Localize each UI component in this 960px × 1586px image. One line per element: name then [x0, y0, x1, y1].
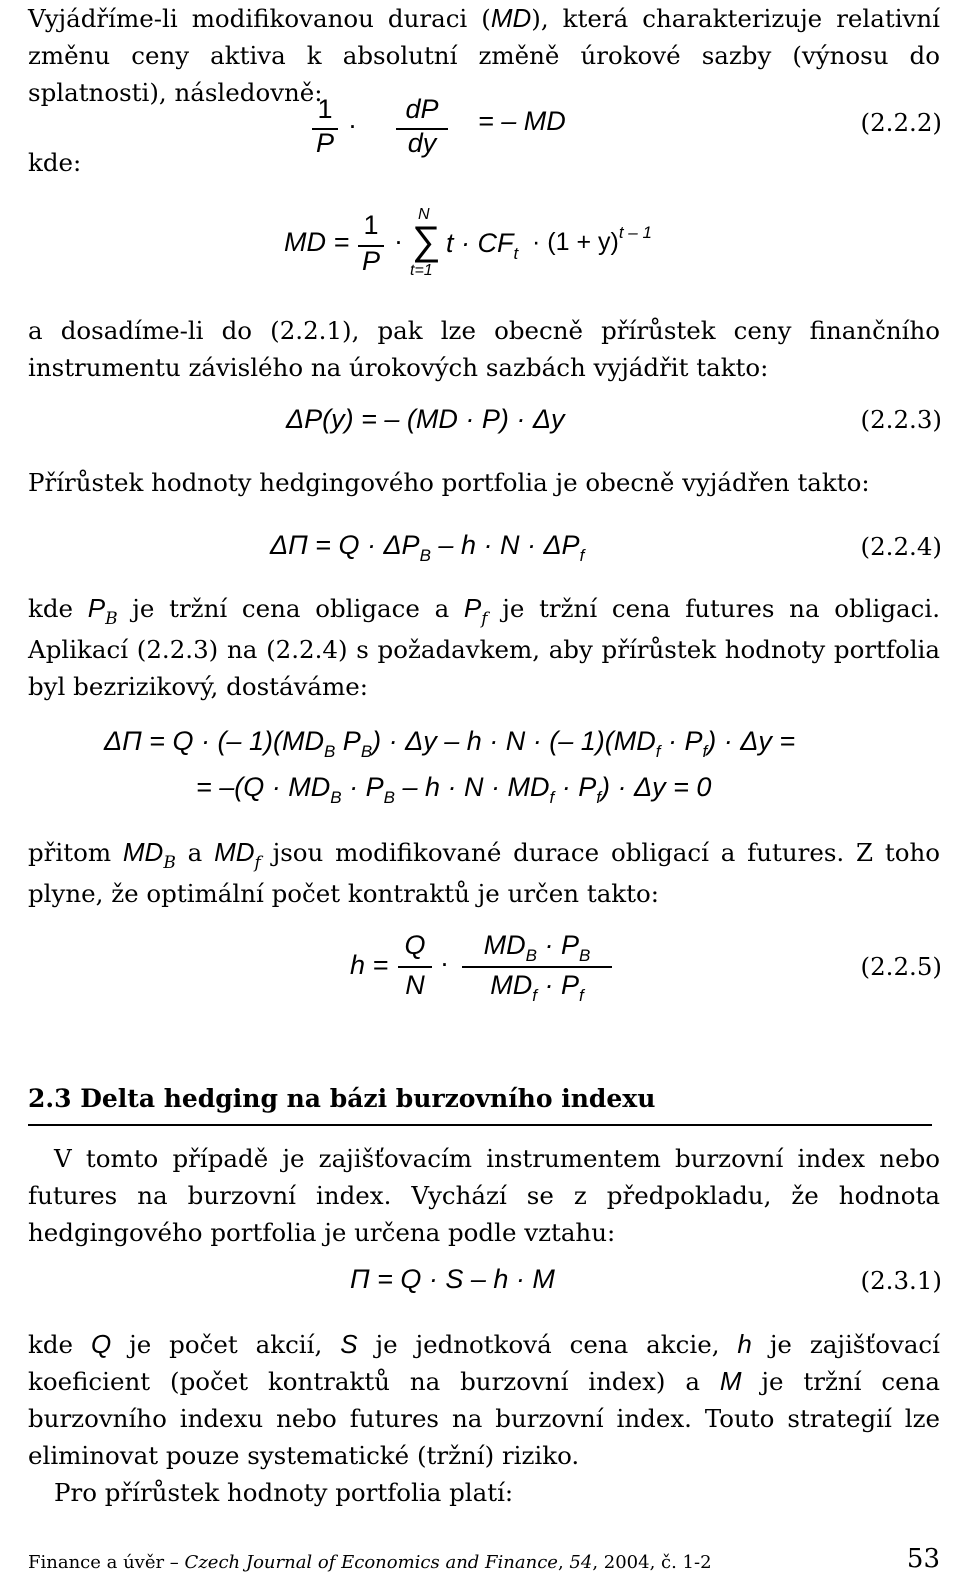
eqmd-sum-top: N [418, 206, 430, 223]
eqlong-l2-sub1: B [330, 788, 342, 807]
kde-label: kde: [28, 148, 82, 177]
eqlong-l1e: ) · Δy = [707, 726, 796, 756]
para7-h: h [737, 1329, 752, 1359]
equation-2-3-1 [350, 1264, 555, 1295]
paragraph-7 [28, 1326, 940, 1474]
eqlong-l1a: ΔΠ = Q · (– 1)(MD [104, 726, 324, 756]
intro-paragraph [28, 0, 940, 111]
para7-q: Q [90, 1329, 112, 1359]
eq224-b-sub: f [579, 546, 585, 565]
eq225-lhs: h = [350, 950, 389, 980]
para5-t1: přitom [28, 838, 123, 867]
eqmd-lhs: MD = [284, 227, 350, 257]
eq223-expr: ΔP(y) = – (MD · P) · Δy [286, 404, 565, 434]
eq222-den1: P [315, 128, 334, 158]
eq225-num-sub1: B [525, 946, 537, 965]
eqmd-term: t · CF [446, 228, 514, 258]
para4-f: f [481, 609, 488, 629]
para7-t5: je tržní cena burzovního indexu nebo futures na burzovní index. Touto strategií lze eliminovat pouze systematické (tržní) riziko. [28, 1367, 940, 1470]
eqlong-l2d: · P [554, 772, 597, 802]
para7-t2: je počet akcií, [111, 1330, 341, 1359]
eqlong-l1d: · P [660, 726, 703, 756]
eq222-rhs: = – MD [478, 106, 566, 136]
heading-rule [28, 1124, 932, 1126]
eqlong-l1b: P [335, 726, 361, 756]
paragraph-4 [28, 590, 940, 705]
eq222-num1: 1 [317, 94, 333, 124]
eq231-expr: Π = Q · S – h · M [350, 1264, 555, 1294]
eqmd-num: 1 [363, 210, 379, 240]
para4-t1: kde [28, 594, 88, 623]
eqlong-l1-sub1: B [323, 742, 336, 761]
para4-b: B [105, 609, 118, 629]
para4-p2: P [463, 593, 482, 623]
paragraph-2 [28, 312, 940, 386]
footer-vol: 54 [569, 1552, 593, 1573]
eqmd-term-sub: t [513, 244, 519, 263]
eqlong-l2e: ) · Δy = 0 [600, 772, 712, 802]
intro-text-b: ), která charakterizuje relativní změnu ceny aktiva k absolutní změně úrokové sazby (výnosu do splatnosti), následovně: [28, 4, 940, 107]
eqlong-l1c: ) · Δy – h · N · (– 1)(MD [372, 726, 656, 756]
eq225-bar1 [398, 966, 432, 968]
equation-2-2-4 [270, 530, 585, 565]
eqlong-l1-sub3: f [655, 742, 661, 761]
para4-p: P [87, 593, 106, 623]
para7-t4: je zajišťovací koeficient (počet kontraktů na burzovní index) a [28, 1330, 940, 1396]
eq225-bar2 [462, 966, 612, 968]
para8-text: Pro přírůstek hodnoty portfolia platí: [54, 1478, 514, 1507]
eq222-number: (2.2.2) [860, 108, 942, 137]
eq224-a: ΔΠ = Q · ΔP [270, 530, 420, 560]
para2-text: a dosadíme-li do (2.2.1), pak lze obecně přírůstek ceny finančního instrumentu závislého na úrokových sazbách vyjádřit takto: [28, 316, 940, 382]
eqlong-l1-sub2: B [360, 742, 373, 761]
eqlong-l2-sub3: f [549, 788, 555, 807]
page-number: 53 [906, 1544, 940, 1574]
footer-t1: Finance a úvěr – [28, 1552, 185, 1573]
eq223-number: (2.2.3) [860, 405, 942, 434]
para5-t3: jsou modifikované durace obligací a futures. Z toho plyne, že optimální počet kontraktů je určen takto: [28, 838, 940, 908]
eq231-number: (2.3.1) [860, 1266, 942, 1295]
eqmd-den: P [361, 246, 380, 276]
eq225-num1: Q [404, 930, 426, 960]
eq224-b: – h · N · ΔP [430, 530, 580, 560]
sum-icon: ∑ [412, 219, 441, 263]
eq225-num2: MD [483, 930, 526, 960]
eqlong-l2a: = –(Q · MD [196, 772, 331, 802]
para4-t3: je tržní cena futures na obligaci. Aplikací (2.2.3) na (2.2.4) s požadavkem, aby přírůstek hodnoty portfolia byl bezrizikový, dostáváme: [28, 594, 941, 701]
footer-journal: Czech Journal of Economics and Finance [184, 1552, 558, 1573]
eqmd-paren: · (1 + y) [532, 228, 619, 256]
para7-t3: je jednotková cena akcie, [357, 1330, 738, 1359]
eqlong-l2-sub2: B [383, 788, 395, 807]
eq224-number: (2.2.4) [860, 532, 942, 561]
footer-t3: , 2004, č. 1-2 [592, 1552, 712, 1573]
equation-long-line2 [196, 772, 712, 807]
para3-text: Přírůstek hodnoty hedgingového portfolia je obecně vyjádřen takto: [28, 468, 870, 497]
para5-t2: a [175, 838, 215, 867]
para7-s: S [340, 1329, 358, 1359]
eq225-number: (2.2.5) [860, 952, 942, 981]
eqmd-exp: t – 1 [618, 223, 652, 242]
equation-2-2-3 [286, 404, 564, 435]
eqlong-l1-sub4: f [702, 742, 708, 761]
para5-f: f [254, 853, 261, 873]
equation-long-line1 [104, 726, 796, 761]
eqlong-l2c: – h · N · MD [394, 772, 550, 802]
footer-t2: , [557, 1552, 570, 1573]
paragraph-5 [28, 834, 940, 912]
eq225-num2b: · P [536, 930, 579, 960]
section-heading: 2.3 Delta hedging na bázi burzovního indexu [28, 1084, 656, 1113]
para4-t2: je tržní cena obligace a [117, 594, 464, 623]
eq224-a-sub: B [419, 546, 431, 565]
eq225-num-sub2: B [579, 946, 591, 965]
eqmd-sum-bot: t=1 [410, 262, 433, 279]
eq225-den1: N [405, 970, 425, 1000]
para5-md2: MD [214, 837, 255, 867]
paragraph-3 [28, 464, 940, 501]
para5-md: MD [122, 837, 164, 867]
eqlong-l2b: · P [341, 772, 384, 802]
para7-t1: kde [28, 1330, 91, 1359]
para7-m: M [719, 1366, 742, 1396]
eq222-den2: dy [407, 128, 437, 158]
paragraph-6 [28, 1140, 940, 1251]
eq225-den2: MD [490, 970, 533, 1000]
page: Vyjádříme-li modifikovanou duraci (MD), která charakterizuje relativní změnu ceny aktiva k absolutní změně úrokové sazby (výnosu do splatnosti), následovně: 1 P · dP dy = – MD (2.2.2) kde: MD = 1 P · N ∑ t=1 $t \cdot CF_t$ · $(1 + y)^{t - 1}$ a dosadíme-li do (2.2.1), pak lze obecně přírůstek ceny finančního instrumentu závislého na úrokových sazbách vyjádřit takto: ΔP(y) = – (MD · P) · Δy (2.2.3) Přírůstek hodnoty hedgingového portfolia je obecně vyjádřen takto: $\Delta\Pi = Q \cdot \Delta P_B - h \cdot N \cdot \Delta P_f$ (2.2.4) kde $P_B$ je tržní cena obligace a $P_f$ je tržní cena futures na obligaci. Aplikací (2.2.3) na (2.2.4) s požadavkem, aby přírůstek hodnoty portfolia byl bezrizikový, dostáváme: ΔΠ = Q · (– $1)(MD_B$ $P_B) \cdot \Delta y - h \cdot N$ · (– $1)(MD_f \cdot P_f) \cdot \Delta y$ = = $-(Q \cdot MD_B \cdot P_B - h \cdot N \cdot MD_f \cdot P_f) \cdot \Delta y = 0$ přitom $MD_B$ a $MD_f$ jsou modifikované durace obligací a futures. Z toho plyne, že optimální počet kontraktů je určen takto: h = Q N · $MD_B \cdot P_B$ $MD_f \cdot P_f$ (2.2.5) 2.3 Delta hedging na bázi burzovního indexu V tomto případě je zajišťovacím instrumentem burzovní index nebo futures na burzovní index. Vychází se z předpokladu, že hodnota hedgingového portfolia je určena podle vztahu: Π = Q · S – h · M (2.3.1) kde Q je počet akcií, S je jednotková cena akcie, h je zajišťovací koeficient (počet kontraktů na burzovní index) a M je tržní cena burzovního indexu nebo futures na burzovní index. Touto strategií lze eliminovat pouze systematické (tržní) riziko. Pro přírůstek hodnoty portfolia platí: Finance a úvěr – Czech Journal of Economics and Finance, 54, 2004, č. 1-2 53 [0, 0, 960, 1586]
paragraph-8 [28, 1474, 940, 1511]
intro-md: MD [490, 3, 532, 33]
eqlong-l2-sub4: f [596, 788, 601, 807]
page-footer [28, 1552, 712, 1573]
para5-b: B [163, 853, 176, 873]
intro-text: Vyjádříme-li modifikovanou duraci ( [28, 4, 491, 33]
eq222-num2: dP [405, 94, 439, 124]
kde-label-block [28, 144, 940, 181]
para6-text: V tomto případě je zajišťovacím instrumentem burzovní index nebo futures na burzovní index. Vychází se z předpokladu, že hodnota hedgingového portfolia je určena podle vztahu: [28, 1144, 940, 1247]
eq225-den-sub1: f [532, 986, 537, 1005]
eq225-den-sub2: f [579, 986, 584, 1005]
eq225-den2b: · P [536, 970, 579, 1000]
